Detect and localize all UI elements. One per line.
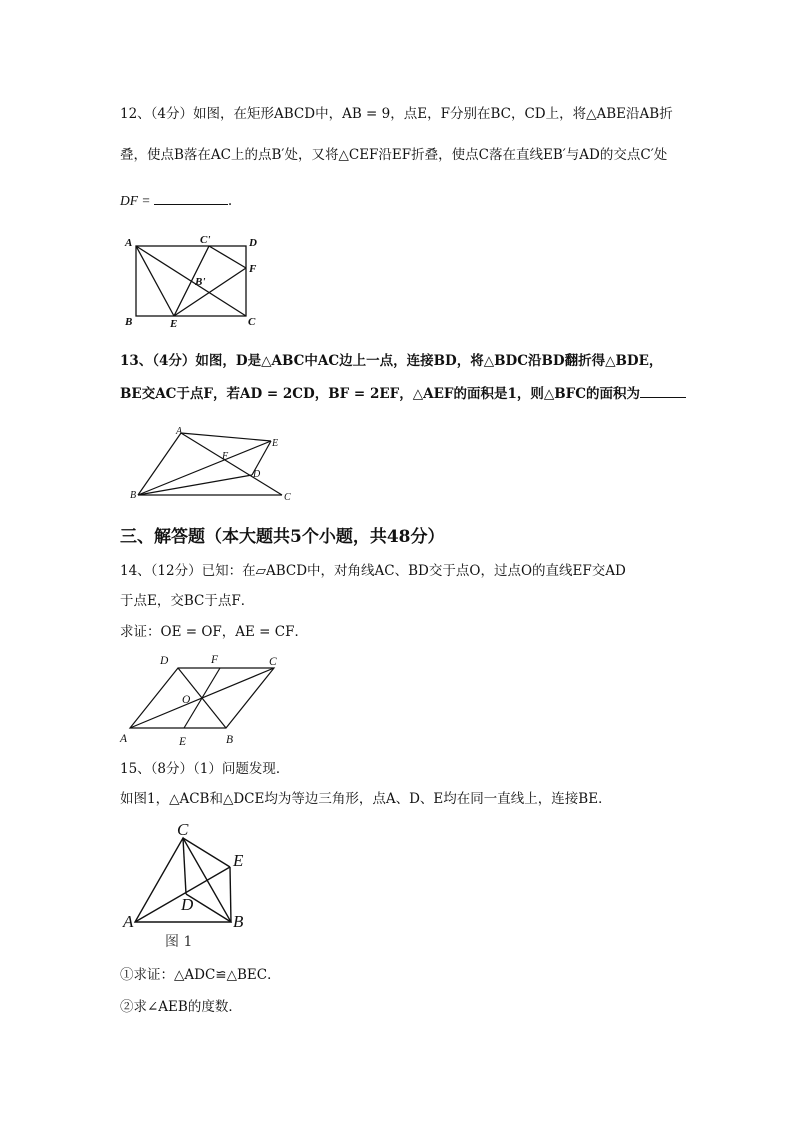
q14-label-e: E	[179, 736, 187, 748]
q12-answer-prefix: DF =	[120, 193, 154, 208]
q12-label-d: D	[249, 237, 257, 249]
q12-label-a: A	[125, 237, 133, 249]
q14-line1: 14、（12分）已知：在▱ABCD中，对角线AC、BD交于点O，过点O的直线EF交AD	[120, 563, 626, 579]
q14-label-b: B	[226, 734, 234, 746]
q12-answer-end: .	[227, 193, 233, 209]
q15-sub2: ②求∠AEB的度数．	[120, 999, 242, 1015]
q13-label-b: B	[130, 490, 137, 501]
q15-label-d: D	[181, 895, 194, 914]
q13-figure	[124, 425, 304, 509]
q13-line1: 13、（4分）如图，D是△ABC中AC边上一点，连接BD，将△BDC沿BD翻折得△BDE，	[120, 353, 663, 369]
q12-label-b: B	[125, 316, 133, 328]
q13-line2-text: BE交AC于点F，若AD = 2CD，BF = 2EF，△AEF的面积是1，则△BFC的面积为	[120, 386, 640, 402]
q12-label-e: E	[170, 318, 178, 330]
q13-label-d: D	[253, 469, 261, 480]
q15-label-b: B	[233, 912, 244, 931]
q12-line3	[120, 192, 232, 210]
q13-answer-blank	[640, 397, 686, 398]
q13-label-a: A	[176, 426, 183, 437]
q14-line2: 于点E，交BC于点F．	[120, 593, 255, 609]
q15-label-e: E	[233, 851, 244, 870]
q13-label-e: E	[272, 438, 279, 449]
q14-figure	[118, 650, 288, 752]
q12-answer-blank	[154, 204, 228, 205]
q13-line2	[120, 385, 686, 403]
q12-line2: 叠，使点B落在AC上的点B′处，又将△CEF沿EF折叠，使点C落在直线EB′与AD的交点C′处	[120, 147, 668, 163]
q15-figure	[118, 818, 258, 957]
q15-label-a: A	[123, 912, 134, 931]
q14-label-a: A	[120, 733, 128, 745]
q12-label-c-prime: C'	[200, 234, 211, 246]
q12-label-c: C	[248, 316, 256, 328]
q14-label-c: C	[269, 656, 277, 668]
q14-label-o: O	[182, 694, 191, 706]
q15-figure-caption: 图 1	[165, 934, 193, 950]
q14-line3: 求证：OE = OF，AE = CF．	[120, 624, 308, 640]
q12-line1: 12、（4分）如图，在矩形ABCD中，AB = 9，点E，F分别在BC，CD上，将△ABE沿AB折	[120, 106, 673, 122]
q14-label-d: D	[160, 655, 169, 667]
q13-label-c: C	[284, 492, 291, 503]
q15-line2: 如图1，△ACB和△DCE均为等边三角形，点A、D、E均在同一直线上，连接BE．	[120, 791, 612, 807]
q15-line1: 15、（8分）（1）问题发现．	[120, 761, 290, 777]
section-3-heading: 三、解答题（本大题共5个小题，共48分）	[120, 527, 445, 547]
q15-label-c: C	[177, 820, 189, 839]
q12-label-b-prime: B'	[195, 276, 206, 288]
q13-label-f: F	[222, 451, 229, 462]
q15-sub1: ①求证：△ADC≌△BEC．	[120, 967, 281, 983]
q12-label-f: F	[249, 263, 257, 275]
q14-label-f: F	[211, 654, 219, 666]
q12-figure	[118, 230, 268, 339]
